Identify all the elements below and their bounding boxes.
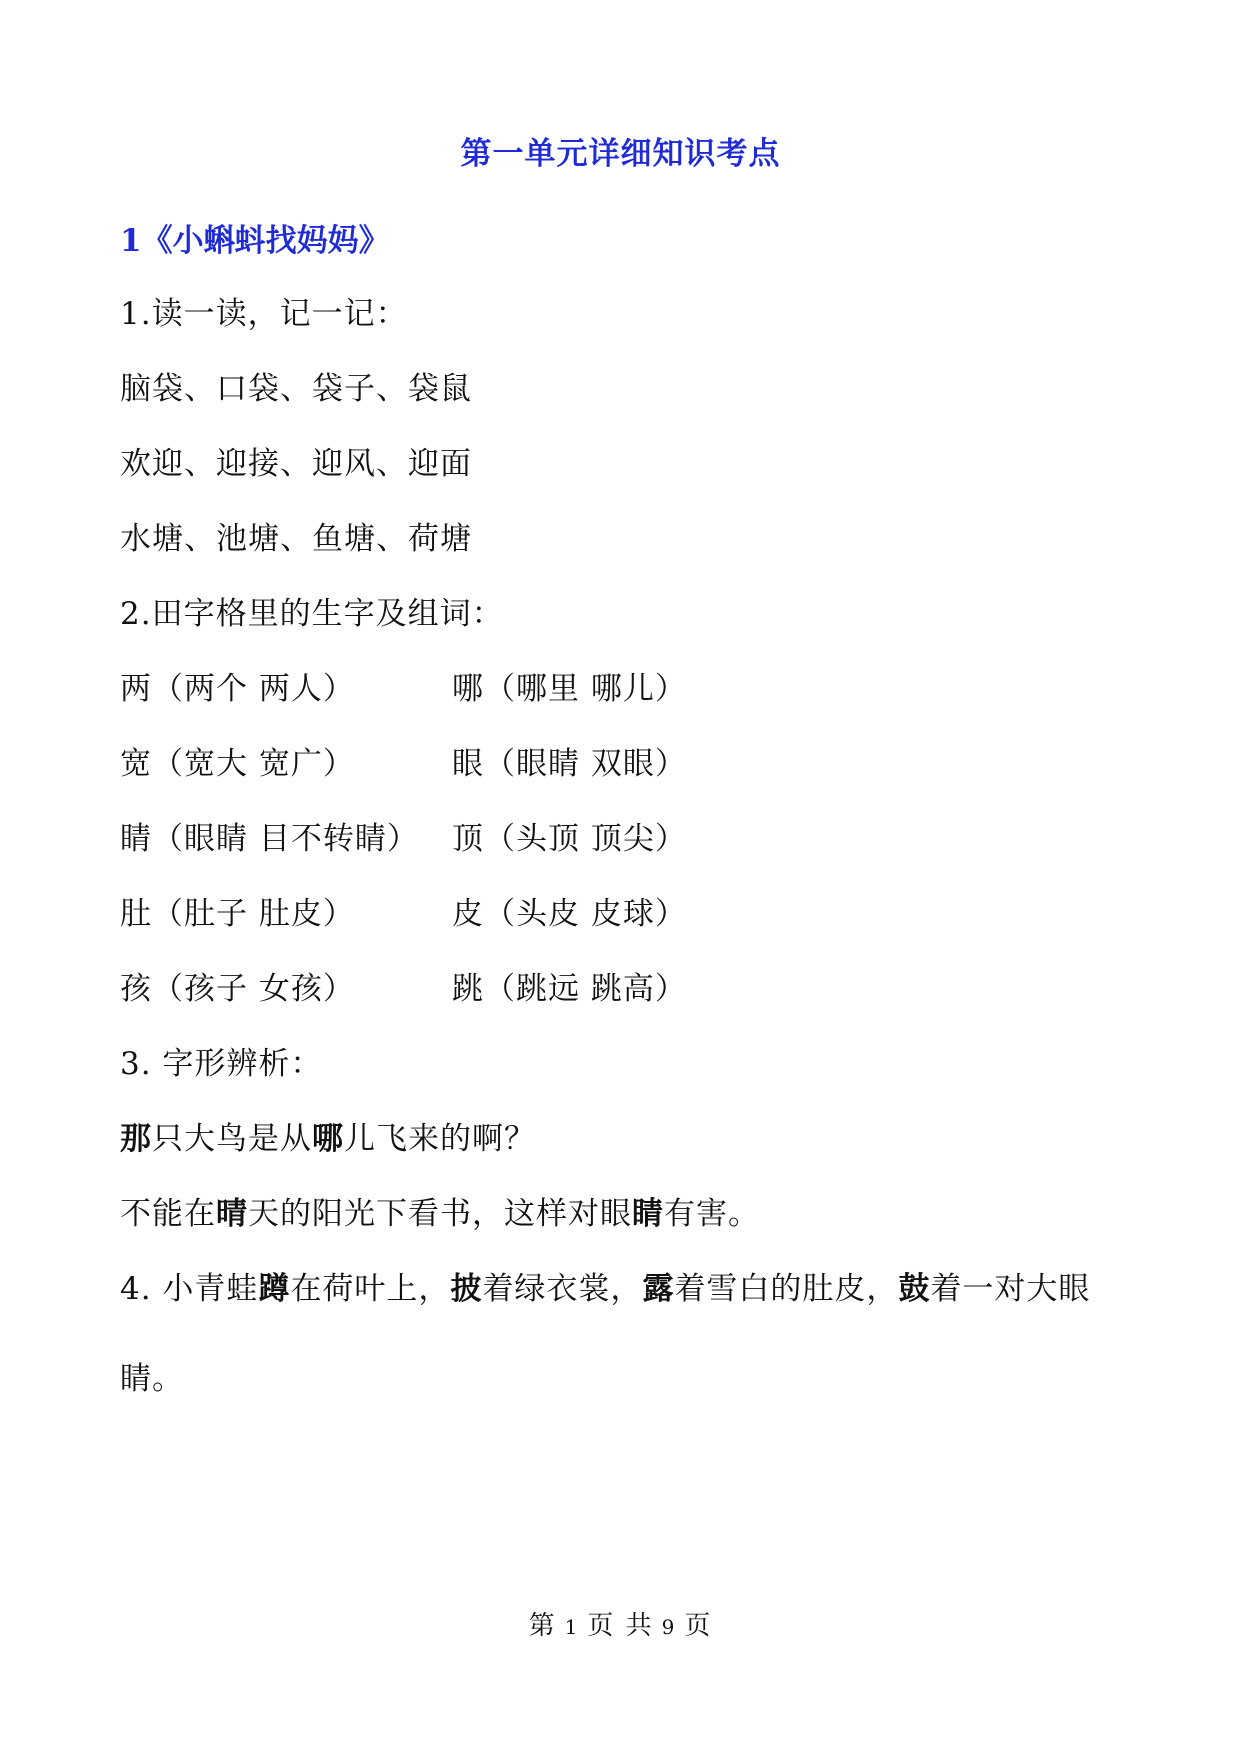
page-title: 第一单元详细知识考点: [460, 136, 781, 172]
section-4-sentence-continued: 睛。: [120, 1361, 184, 1397]
character-row-right: 眼（眼睛 双眼）: [452, 746, 687, 782]
section-heading-distinguish: 3. 字形辨析：: [120, 1046, 323, 1082]
highlight-char: 晴: [216, 1196, 248, 1232]
footer-middle: 页 共: [587, 1611, 654, 1641]
character-left: 两（两个 两人）: [120, 671, 355, 707]
character-row: [120, 663, 355, 708]
character-left: 孩（孩子 女孩）: [120, 971, 355, 1007]
sentence-text: 只大鸟是从: [152, 1121, 312, 1157]
section-heading-read: 1.读一读，记一记：: [120, 296, 408, 332]
highlight-char: 哪: [312, 1121, 344, 1157]
sentence-text: 4. 小青蛙: [120, 1271, 259, 1307]
footer-total-pages: 9: [661, 1615, 677, 1639]
highlight-char: 那: [120, 1121, 152, 1157]
highlight-char: 露: [642, 1271, 675, 1307]
lesson-heading: 1《小蝌蚪找妈妈》: [120, 223, 390, 259]
sentence-text: 着一对大眼: [930, 1271, 1091, 1307]
character-row: [120, 888, 355, 933]
sentence-text: 着绿衣裳，: [482, 1271, 643, 1307]
sentence-text: 有害。: [664, 1196, 760, 1232]
character-row-right: 皮（头皮 皮球）: [452, 896, 687, 932]
highlight-char: 睛: [632, 1196, 664, 1232]
sentence-text: 不能在: [120, 1196, 216, 1232]
character-row-right: 顶（头顶 顶尖）: [452, 821, 687, 857]
character-row: [120, 738, 355, 783]
character-left: 肚（肚子 肚皮）: [120, 896, 355, 932]
footer-suffix: 页: [684, 1611, 713, 1641]
sentence-text: 在荷叶上，: [290, 1271, 451, 1307]
footer-page-number: 1: [564, 1615, 580, 1639]
footer-prefix: 第: [528, 1611, 557, 1641]
character-left: 睛（眼睛 目不转睛）: [120, 821, 419, 857]
word-line-1: 脑袋、口袋、袋子、袋鼠: [120, 371, 472, 407]
character-row: [120, 813, 419, 858]
sentence-text: 着雪白的肚皮，: [674, 1271, 899, 1307]
character-row: [120, 963, 355, 1008]
character-left: 宽（宽大 宽广）: [120, 746, 355, 782]
word-line-2: 欢迎、迎接、迎风、迎面: [120, 446, 472, 482]
highlight-char: 鼓: [898, 1271, 931, 1307]
character-row-right: 跳（跳远 跳高）: [452, 971, 687, 1007]
section-heading-characters: 2.田字格里的生字及组词：: [120, 596, 504, 632]
example-sentence-1: [120, 1113, 536, 1158]
word-line-3: 水塘、池塘、鱼塘、荷塘: [120, 521, 472, 557]
section-4-sentence: [120, 1263, 1090, 1308]
sentence-text: 儿飞来的啊？: [344, 1121, 536, 1157]
example-sentence-2: [120, 1188, 760, 1233]
highlight-char: 蹲: [258, 1271, 291, 1307]
highlight-char: 披: [450, 1271, 483, 1307]
page-footer: [0, 1605, 1241, 1642]
sentence-text: 天的阳光下看书，这样对眼: [248, 1196, 632, 1232]
character-row-right: 哪（哪里 哪儿）: [452, 671, 687, 707]
